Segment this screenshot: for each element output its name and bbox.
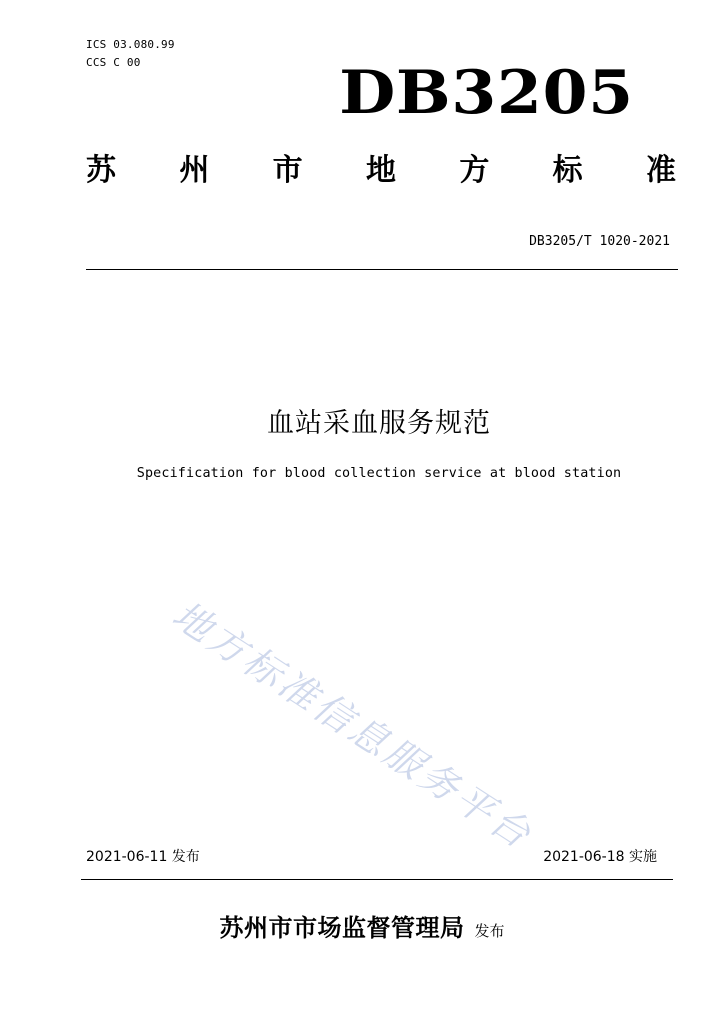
standard-mark: DB3205 xyxy=(339,58,634,128)
implementation-date: 2021-06-18 实施 xyxy=(543,849,657,865)
standard-category-char: 标 xyxy=(552,153,583,188)
bottom-divider xyxy=(81,879,673,880)
standard-category-char: 州 xyxy=(179,153,210,188)
standard-category-title xyxy=(86,153,676,188)
standard-category-char: 苏 xyxy=(86,153,116,188)
standard-number: DB3205/T 1020-2021 xyxy=(529,234,670,249)
ccs-code: CCS C 00 xyxy=(86,56,141,69)
standard-category-char: 准 xyxy=(645,153,676,188)
standard-category-char: 地 xyxy=(365,153,396,188)
issuer-suffix: 发布 xyxy=(474,922,505,940)
document-title-english: Specification for blood collection service at blood station xyxy=(136,466,622,481)
document-title-chinese: 血站采血服务规范 xyxy=(267,408,491,439)
issuer-line xyxy=(0,908,724,943)
issuer-name: 苏州市市场监督管理局 xyxy=(219,913,465,942)
top-divider xyxy=(86,269,678,270)
standard-category-char: 市 xyxy=(272,153,303,188)
watermark: 地方标准信息服务平台 xyxy=(164,592,541,859)
standard-category-char: 方 xyxy=(459,153,490,188)
ics-code: ICS 03.080.99 xyxy=(86,38,175,51)
issue-date: 2021-06-11 发布 xyxy=(86,849,200,865)
